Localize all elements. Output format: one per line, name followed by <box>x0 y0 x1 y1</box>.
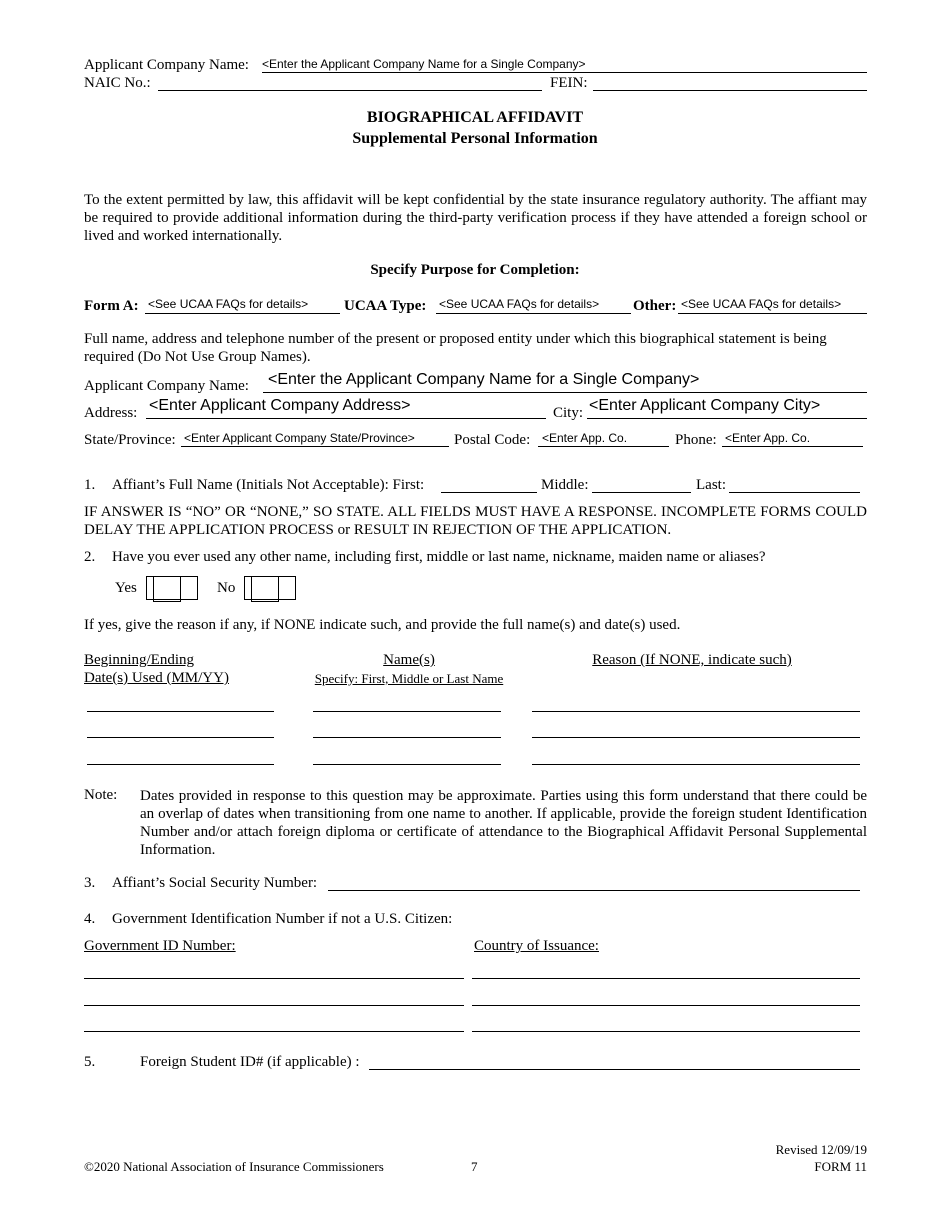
naic-label: NAIC No.: <box>84 75 151 91</box>
q1-first-field[interactable] <box>441 492 537 493</box>
city-line <box>587 418 867 419</box>
header-company-label: Applicant Company Name: <box>84 57 249 73</box>
other-line <box>678 313 867 314</box>
q2-no-checkbox-inner <box>251 576 279 602</box>
page-number: 7 <box>471 1159 478 1174</box>
state-field[interactable]: <Enter Applicant Company State/Province> <box>184 431 415 445</box>
alias-name-field[interactable] <box>313 711 501 712</box>
naic-field[interactable] <box>158 90 542 91</box>
purpose-heading: Specify Purpose for Completion: <box>370 262 580 278</box>
other-field[interactable]: <See UCAA FAQs for details> <box>681 297 842 311</box>
q1-last-field[interactable] <box>729 492 860 493</box>
postal-code-line <box>538 446 669 447</box>
q1-middle-field[interactable] <box>592 492 691 493</box>
q2-no-checkbox[interactable] <box>244 576 296 600</box>
phone-line <box>722 446 863 447</box>
country-field[interactable] <box>472 1005 860 1006</box>
q1-last-label: Last: <box>696 477 726 493</box>
alias-reason-field[interactable] <box>532 764 860 765</box>
gov-id-field[interactable] <box>84 1031 464 1032</box>
gov-id-header: Government ID Number: <box>84 938 236 954</box>
q4-number: 4. <box>84 911 96 927</box>
q5-number: 5. <box>84 1054 96 1070</box>
alias-date-field[interactable] <box>87 737 274 738</box>
col-reason-header: Reason (If NONE, indicate such) <box>592 652 792 668</box>
postal-code-label: Postal Code: <box>454 432 531 448</box>
city-field[interactable]: <Enter Applicant Company City> <box>589 397 821 414</box>
country-field[interactable] <box>472 978 860 979</box>
q2-yes-checkbox-inner <box>153 576 181 602</box>
form-a-line <box>145 313 340 314</box>
revised-date: Revised 12/09/19 <box>775 1142 867 1157</box>
country-field[interactable] <box>472 1031 860 1032</box>
col-dates-header-1: Beginning/Ending <box>84 652 194 668</box>
note-label: Note: <box>84 787 118 803</box>
q4-label: Government Identification Number if not a U.S. Citizen: <box>112 911 453 927</box>
header-company-line <box>262 72 867 73</box>
warning-text: IF ANSWER IS “NO” OR “NONE,” SO STATE. ALL FIELDS MUST HAVE A RESPONSE. INCOMPLETE FORMS COULD DELAY THE APPLICATION PROCESS or RESULT IN REJECTION OF THE APPLICATION. <box>84 504 867 538</box>
ucaa-type-field[interactable]: <See UCAA FAQs for details> <box>439 297 600 311</box>
form-number: FORM 11 <box>814 1159 867 1174</box>
state-line <box>181 446 449 447</box>
alias-reason-field[interactable] <box>532 737 860 738</box>
copyright: ©2020 National Association of Insurance Commissioners <box>84 1159 384 1174</box>
country-header: Country of Issuance: <box>474 938 599 954</box>
col-names-header-1: Name(s) <box>383 652 435 668</box>
fein-label: FEIN: <box>550 75 588 91</box>
ssn-field[interactable] <box>328 890 860 891</box>
address-label: Address: <box>84 405 138 421</box>
page-title: BIOGRAPHICAL AFFIDAVIT <box>366 109 584 126</box>
entity-description: Full name, address and telephone number of the present or proposed entity under which this biographical statement is being required (Do Not Use Group Names). <box>84 331 827 365</box>
alias-date-field[interactable] <box>87 764 274 765</box>
q2-yes-label: Yes <box>115 580 137 596</box>
phone-label: Phone: <box>675 432 717 448</box>
q1-first-label: Affiant’s Full Name (Initials Not Acceptable): First: <box>112 477 425 493</box>
entity-company-field[interactable]: <Enter the Applicant Company Name for a Single Company> <box>268 371 700 388</box>
ucaa-type-line <box>436 313 631 314</box>
page-subtitle: Supplemental Personal Information <box>352 130 598 147</box>
address-field[interactable]: <Enter Applicant Company Address> <box>149 397 411 414</box>
q3-number: 3. <box>84 875 96 891</box>
q1-number: 1. <box>84 477 96 493</box>
note-text: Dates provided in response to this question may be approximate. Parties using this form understand that there could be an overlap of dates when transitioning from one name to another. If applicable, provide the foreign student Identification Number and/or attach foreign diploma or certificate of attendance to the Biographical Affidavit Personal Supplemental Information. <box>140 788 867 858</box>
q3-label: Affiant’s Social Security Number: <box>112 875 318 891</box>
address-line <box>146 418 546 419</box>
q2-followup: If yes, give the reason if any, if NONE indicate such, and provide the full name(s) and date(s) used. <box>84 617 681 633</box>
ucaa-type-label: UCAA Type: <box>344 298 427 314</box>
q2-no-label: No <box>217 580 236 596</box>
alias-name-field[interactable] <box>313 737 501 738</box>
city-label: City: <box>553 405 584 421</box>
col-names-header-2: Specify: First, Middle or Last Name <box>314 671 504 686</box>
fein-field[interactable] <box>593 90 867 91</box>
q2-text: Have you ever used any other name, including first, middle or last name, nickname, maiden name or aliases? <box>112 549 766 565</box>
form-a-field[interactable]: <See UCAA FAQs for details> <box>148 297 309 311</box>
entity-company-label: Applicant Company Name: <box>84 378 249 394</box>
alias-reason-field[interactable] <box>532 711 860 712</box>
header-company-field[interactable]: <Enter the Applicant Company Name for a Single Company> <box>262 57 586 71</box>
other-label: Other: <box>633 298 677 314</box>
q1-middle-label: Middle: <box>541 477 589 493</box>
foreign-student-id-field[interactable] <box>369 1069 860 1070</box>
col-dates-header-2: Date(s) Used (MM/YY) <box>84 670 229 686</box>
q5-label: Foreign Student ID# (if applicable) : <box>140 1054 360 1070</box>
q2-yes-checkbox[interactable] <box>146 576 198 600</box>
gov-id-field[interactable] <box>84 978 464 979</box>
alias-date-field[interactable] <box>87 711 274 712</box>
state-label: State/Province: <box>84 432 176 448</box>
gov-id-field[interactable] <box>84 1005 464 1006</box>
intro-paragraph: To the extent permitted by law, this affidavit will be kept confidential by the state insurance regulatory authority. The affiant may be required to provide additional information during the third-party verification process if they have attended a foreign school or lived and worked internationally. <box>84 192 867 244</box>
alias-name-field[interactable] <box>313 764 501 765</box>
phone-field[interactable]: <Enter App. Co. <box>725 431 811 445</box>
postal-code-field[interactable]: <Enter App. Co. <box>542 431 628 445</box>
form-a-label: Form A: <box>84 298 139 314</box>
entity-company-line <box>263 392 867 393</box>
q2-number: 2. <box>84 549 96 565</box>
